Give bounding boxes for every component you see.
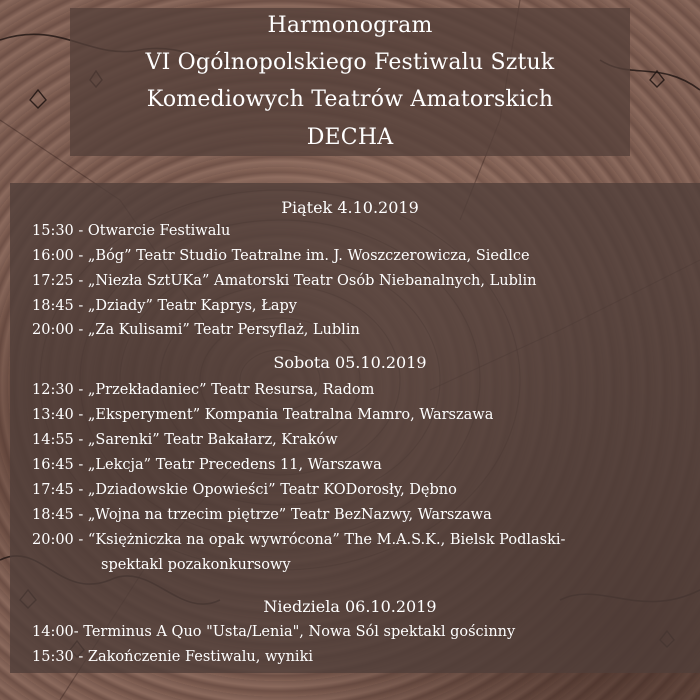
schedule-entry-continuation	[101, 555, 291, 575]
schedule-entry	[32, 622, 515, 642]
schedule-entry	[32, 320, 360, 340]
title-festival-subtitle: Komediowych Teatrów Amatorskich	[146, 87, 554, 112]
day-header-friday: Piątek 4.10.2019	[281, 198, 419, 217]
schedule-entry	[32, 296, 297, 316]
schedule-entry	[32, 380, 374, 400]
entry-time: 15:30 -	[32, 649, 88, 665]
title-decha: DECHA	[306, 125, 394, 150]
schedule-entry	[32, 455, 382, 475]
entry-text: Terminus A Quo "Usta/Lenia", Nowa Sól spektakl gościnny	[83, 624, 516, 640]
schedule-entry	[32, 530, 565, 550]
entry-time: 20:00 -	[32, 322, 88, 338]
title-festival-name: VI Ogólnopolskiego Festiwalu Sztuk	[145, 50, 555, 75]
entry-text: „Lekcja” Teatr Precedens 11, Warszawa	[87, 457, 382, 473]
entry-text: Zakończenie Festiwalu, wyniki	[87, 649, 313, 665]
schedule-entry	[32, 405, 493, 425]
entry-time: 18:45 -	[32, 298, 88, 314]
entry-time: 14:55 -	[32, 432, 88, 448]
schedule-entry	[32, 246, 530, 266]
entry-text: “Księżniczka na opak wywrócona” The M.A.S.K., Bielsk Podlaski-	[87, 532, 566, 548]
entry-time: 20:00 -	[32, 532, 88, 548]
entry-text: „Za Kulisami” Teatr Persyflaż, Lublin	[87, 322, 360, 338]
schedule-entry	[32, 271, 536, 291]
schedule-entry	[32, 480, 457, 500]
entry-time: 16:00 -	[32, 248, 88, 264]
entry-time: 17:25 -	[32, 273, 88, 289]
schedule-entry	[32, 221, 230, 241]
entry-text: „Bóg” Teatr Studio Teatralne im. J. Woszczerowicza, Siedlce	[87, 248, 530, 264]
day-header-sunday: Niedziela 06.10.2019	[263, 597, 437, 616]
title-harmonogram: Harmonogram	[267, 13, 433, 38]
entry-time: 14:00-	[32, 624, 84, 640]
entry-text: „Dziady” Teatr Kaprys, Łapy	[87, 298, 297, 314]
schedule-entry	[32, 430, 338, 450]
entry-text: spektakl pozakonkursowy	[101, 557, 291, 573]
entry-text: „Dziadowskie Opowieści” Teatr KODorosły, Dębno	[87, 482, 457, 498]
schedule-entry	[32, 647, 313, 667]
entry-time: 13:40 -	[32, 407, 88, 423]
schedule-entry	[32, 505, 492, 525]
entry-time: 18:45 -	[32, 507, 88, 523]
entry-text: Otwarcie Festiwalu	[87, 223, 231, 239]
entry-text: „Eksperyment” Kompania Teatralna Mamro, Warszawa	[87, 407, 494, 423]
entry-time: 17:45 -	[32, 482, 88, 498]
entry-time: 16:45 -	[32, 457, 88, 473]
entry-time: 12:30 -	[32, 382, 88, 398]
entry-time: 15:30 -	[32, 223, 88, 239]
day-header-saturday: Sobota 05.10.2019	[273, 353, 427, 372]
entry-text: „Przekładaniec” Teatr Resursa, Radom	[87, 382, 375, 398]
entry-text: „Sarenki” Teatr Bakałarz, Kraków	[87, 432, 338, 448]
entry-text: „Wojna na trzecim piętrze” Teatr BezNazwy, Warszawa	[87, 507, 492, 523]
entry-text: „Niezła SztUKa” Amatorski Teatr Osób Niebanalnych, Lublin	[87, 273, 537, 289]
